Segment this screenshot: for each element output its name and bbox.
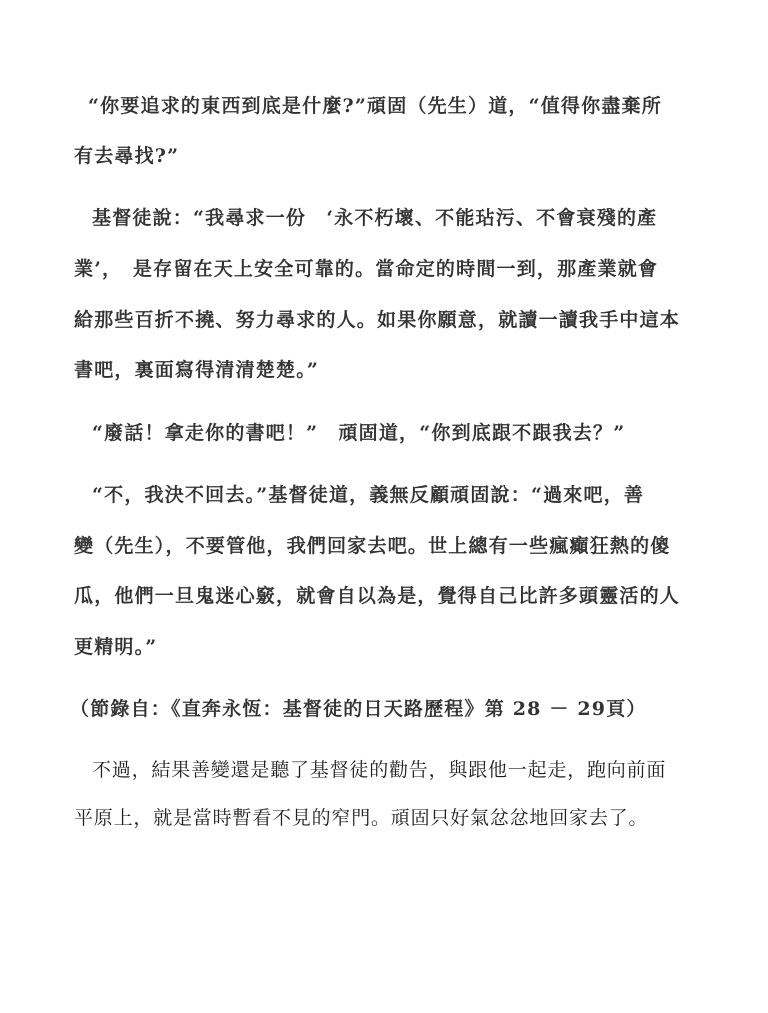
text-line: 更精明。” <box>74 636 158 658</box>
text-line: 變（先生），不要管他，我們回家去吧。世上總有一些瘋癲狂熱的傻 <box>74 535 671 557</box>
text-line: “你要追求的東西到底是什麼?”頑固（先生）道，“值得你盡棄所 <box>88 95 662 117</box>
text-line: 書吧，裏面寫得清清楚楚。” <box>74 359 320 381</box>
text-line: 給那些百折不撓、努力尋求的人。如果你願意，就讀一讀我手中這本 <box>74 309 681 331</box>
text-line: 不過，結果善變還是聽了基督徒的勸告，與跟他一起走，跑向前面 <box>92 759 667 781</box>
text-line: 有去尋找?” <box>74 145 180 167</box>
text-line: 瓜，他們一旦鬼迷心竅，就會自以為是，覺得自己比許多頭靈活的人 <box>74 585 681 607</box>
text-line: 平原上，就是當時暫看不見的窄門。頑固只好氣忿忿地回家去了。 <box>74 807 649 829</box>
text-line: “不，我決不回去。”基督徒道，義無反顧頑固說：“過來吧，善 <box>92 484 645 506</box>
citation-line: （節錄自：《直奔永恆：基督徒的日天路歷程》第 28 － 29頁） <box>70 698 647 720</box>
text-line: 基督徒說：“我尋求一份 ‘永不朽壞、不能玷污、不會衰殘的產 <box>92 207 658 229</box>
text-line: “廢話！拿走你的書吧！” 頑固道，“你到底跟不跟我去？” <box>92 422 626 444</box>
text-line: 業’， 是存留在天上安全可靠的。當命定的時間一到，那產業就會 <box>74 258 659 280</box>
